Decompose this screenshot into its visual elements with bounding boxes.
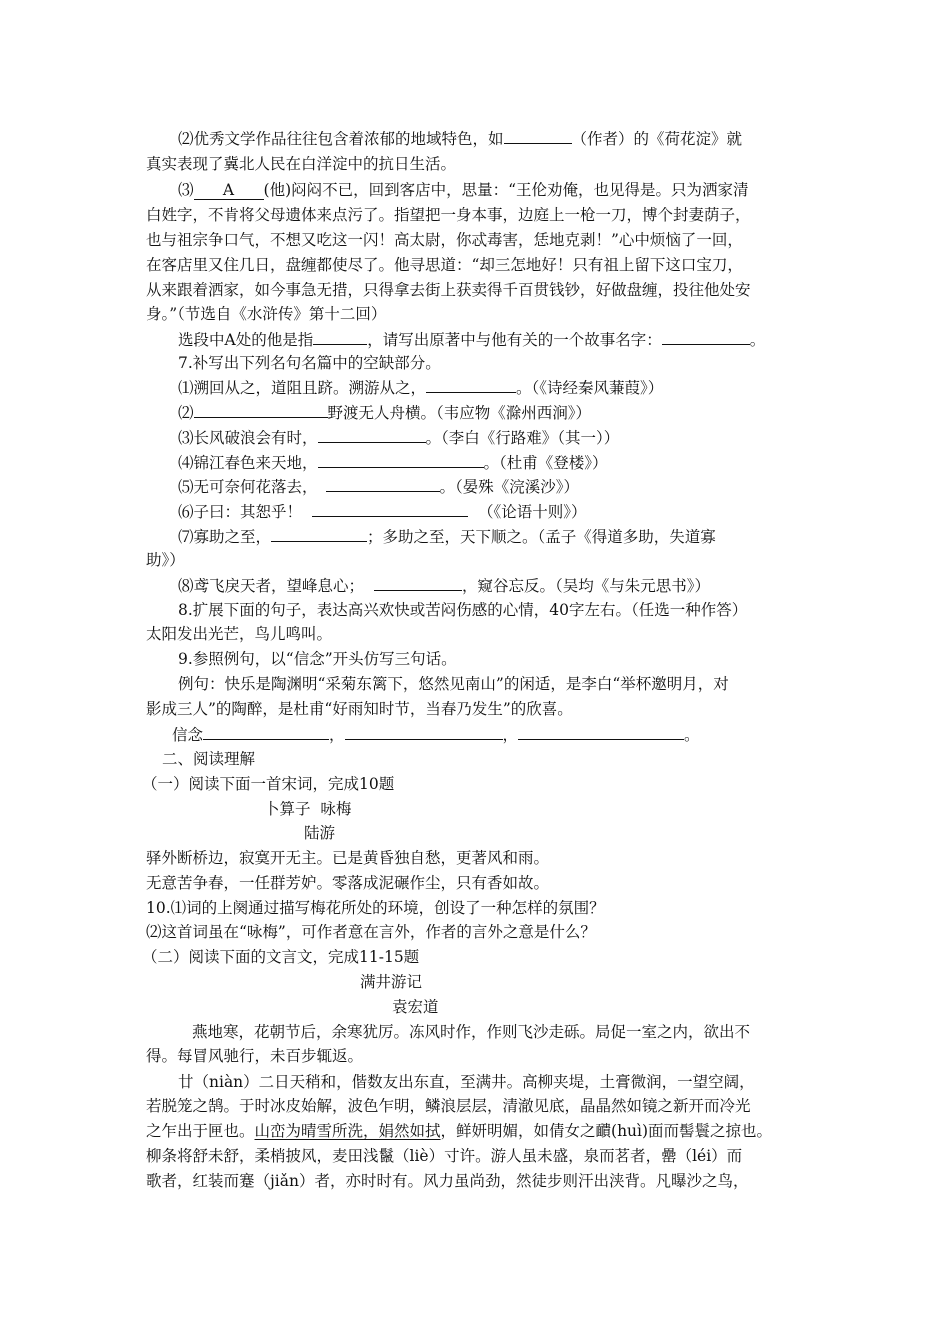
section-title: 二、阅读理解 xyxy=(162,750,256,768)
q7-item-1-source: 。（《诗经秦风蒹葭》） xyxy=(516,379,664,397)
q7-item-6 xyxy=(178,499,587,524)
q7-item-7-line-2: 助》） xyxy=(146,551,185,569)
part-1-title: （一）阅读下面一首宋词，完成10题 xyxy=(142,775,395,793)
q8-sentence: 太阳发出光芒，鸟儿鸣叫。 xyxy=(146,625,333,643)
q6-item-2-line-2: 真实表现了冀北人民在白洋淀中的抗日生活。 xyxy=(146,155,457,173)
q6-item-2-text-2: （作者）的《荷花淀》就 xyxy=(571,130,743,148)
q6-item-3-question xyxy=(178,327,765,352)
q7-item-2-text: 野渡无人舟横。（韦应物《滁州西涧》） xyxy=(327,404,592,422)
q10-part-2: ⑵这首词虽在“咏梅”，可作者意在言外，作者的言外之意是什么？ xyxy=(146,923,596,941)
q9-comma: ， xyxy=(329,726,345,744)
answer-blank[interactable] xyxy=(518,722,684,740)
q6-item-3-line-3: 也与祖宗争口气，不想又吃这一闪！高太尉，你忒毒害，恁地克剥！”心中烦恼了一回， xyxy=(146,231,743,249)
essay-title: 满井游记 xyxy=(360,973,423,991)
essay-para-2-line-5: 歌者，红装而蹇（jiǎn）者，亦时时有。风力虽尚劲，然徒步则汗出浃背。凡曝沙之鸟， xyxy=(146,1172,749,1190)
q9-example-line-1: 例句：快乐是陶渊明“采菊东篱下，悠然见南山”的闲适，是李白“举杯邀明月，对 xyxy=(178,675,729,693)
q8-title: 8.扩展下面的句子，表达高兴欢快或苦闷伤感的心情，40字左右。（任选一种作答） xyxy=(178,601,748,619)
essay-para-1-line-2: 得。每冒风驰行，未百步辄返。 xyxy=(146,1047,364,1065)
essay-para-2-line-4: 柳条将舒未舒，柔梢披风，麦田浅鬣（liè）寸许。游人虽未盛，泉而茗者，罍（léi）而 xyxy=(146,1147,743,1165)
answer-blank[interactable] xyxy=(194,400,328,418)
essay-para-2-line-2: 若脱笼之鹄。于时冰皮始解，波色乍明，鳞浪层层，清澈见底，晶晶然如镜之新开而冷光 xyxy=(146,1097,751,1115)
q7-item-4-source: 。（杜甫《登楼》） xyxy=(483,454,608,472)
q6-item-3-number: ⑶ xyxy=(178,181,194,199)
q6-question-text: 选段中A处的他是指 xyxy=(178,331,314,349)
q7-title: 7.补写出下列名句名篇中的空缺部分。 xyxy=(178,354,441,372)
q7-item-7 xyxy=(178,524,716,549)
essay-para-2-line-1: 廿（niàn）二日天稍和，偕数友出东直，至满井。高柳夹堤，土膏微润，一望空阔， xyxy=(178,1073,755,1091)
answer-blank[interactable] xyxy=(271,524,367,542)
q9-title: 9.参照例句，以“信念”开头仿写三句话。 xyxy=(178,650,457,668)
q7-item-8-source: ，窥谷忘反。（吴均《与朱元思书》） xyxy=(462,577,711,595)
poem-line-2: 无意苦争春，一任群芳妒。零落成泥碾作尘，只有香如故。 xyxy=(146,874,550,892)
essay-text: 之乍出于匣也。 xyxy=(146,1122,255,1140)
q6-item-3-line-4: 在客店里又住几日，盘缠都使尽了。他寻思道：“却三怎地好！只有祖上留下这口宝刀， xyxy=(146,256,743,274)
q9-example-line-2: 影成三人”的陶醉，是杜甫“好雨知时节，当春乃发生”的欣喜。 xyxy=(146,700,573,718)
answer-blank[interactable] xyxy=(326,474,440,492)
q6-item-3 xyxy=(178,178,749,202)
q6-item-3-line-2: 白姓字，不肯将父母遗体来点污了。指望把一身本事，边庭上一枪一刀，博个封妻荫子， xyxy=(146,206,751,224)
answer-blank[interactable] xyxy=(345,722,503,740)
q6-item-3-line-6: 身。”（节选自《水浒传》第十二回） xyxy=(146,305,387,323)
q6-question-text-2: ，请写出原著中与他有关的一个故事名字： xyxy=(367,331,662,349)
q7-item-1-text: ⑴溯回从之，道阻且跻。溯游从之， xyxy=(178,379,427,397)
q6-item-3-text: (他)闷闷不已，回到客店中，思量：“王伦劝俺，也见得是。只为洒家清 xyxy=(263,181,749,199)
answer-blank-a xyxy=(194,182,264,200)
q7-item-5 xyxy=(178,474,579,499)
answer-blank[interactable] xyxy=(504,126,572,144)
q7-item-3-text: ⑶长风破浪会有时， xyxy=(178,429,318,447)
essay-author: 袁宏道 xyxy=(392,998,439,1016)
answer-blank[interactable] xyxy=(318,425,426,443)
q7-item-5-text: ⑸无可奈何花落去， xyxy=(178,478,318,496)
q6-item-2-text: ⑵优秀文学作品往往包含着浓郁的地域特色，如 xyxy=(178,130,504,148)
answer-blank[interactable] xyxy=(203,722,329,740)
q7-item-6-text: ⑹子曰：其恕乎！ xyxy=(178,503,303,521)
q9-comma: ， xyxy=(502,726,519,744)
poem-line-1: 驿外断桥边，寂寞开无主。已是黄昏独自愁，更著风和雨。 xyxy=(146,849,550,867)
q7-item-6-source: （《论语十则》） xyxy=(478,503,587,521)
q7-item-8-text: ⑻鸢飞戾天者，望峰息心； xyxy=(178,577,365,595)
part-2-title: （二）阅读下面的文言文，完成11-15题 xyxy=(142,948,420,966)
essay-para-1-line-1: 燕地寒，花朝节后，余寒犹厉。冻风时作，作则飞沙走砾。局促一室之内，欲出不 xyxy=(192,1023,751,1041)
answer-blank[interactable] xyxy=(374,573,462,591)
answer-blank[interactable] xyxy=(662,327,750,345)
answer-blank[interactable] xyxy=(426,375,516,393)
q9-answer-line xyxy=(172,722,700,747)
q6-item-3-line-5: 从来跟着洒家，如今事急无措，只得拿去街上获卖得千百贯钱钞，好做盘缠，投往他处安 xyxy=(146,281,751,299)
q7-item-3-source: 。（李白《行路难》（其一）） xyxy=(425,429,620,447)
blank-label-a: A xyxy=(222,181,235,199)
q7-item-4-text: ⑷锦江春色来天地， xyxy=(178,454,318,472)
answer-blank[interactable] xyxy=(318,450,484,468)
q7-item-5-source: 。（晏殊《浣溪沙》） xyxy=(439,478,580,496)
q7-item-2-number: ⑵ xyxy=(178,404,194,422)
q7-item-3 xyxy=(178,425,619,450)
poem-title: 卜算子 咏梅 xyxy=(264,800,352,818)
q7-item-8 xyxy=(178,573,710,598)
answer-blank[interactable] xyxy=(312,499,468,517)
q6-question-end: 。 xyxy=(749,331,766,349)
q10-part-1: 10.⑴词的上阕通过描写梅花所处的环境，创设了一种怎样的氛围？ xyxy=(146,899,605,917)
answer-blank[interactable] xyxy=(313,327,367,345)
q6-item-2 xyxy=(178,126,742,151)
q9-end: 。 xyxy=(684,726,700,744)
essay-para-2-line-3 xyxy=(146,1119,772,1143)
q7-item-4 xyxy=(178,450,608,475)
q7-item-7-text: ⑺寡助之至， xyxy=(178,528,272,546)
essay-text-2: ，鲜妍明媚，如倩女之靧(huì)面而髻鬟之掠也。 xyxy=(440,1122,773,1140)
underlined-sentence: 山峦为晴雪所洗，娟然如拭 xyxy=(254,1122,441,1140)
q7-item-7-text-2: ；多助之至，天下顺之。（孟子《得道多助，失道寡 xyxy=(367,528,716,546)
poem-author: 陆游 xyxy=(304,824,336,842)
q9-lead: 信念 xyxy=(172,726,204,744)
q7-item-2 xyxy=(178,400,591,425)
q7-item-1 xyxy=(178,375,663,400)
